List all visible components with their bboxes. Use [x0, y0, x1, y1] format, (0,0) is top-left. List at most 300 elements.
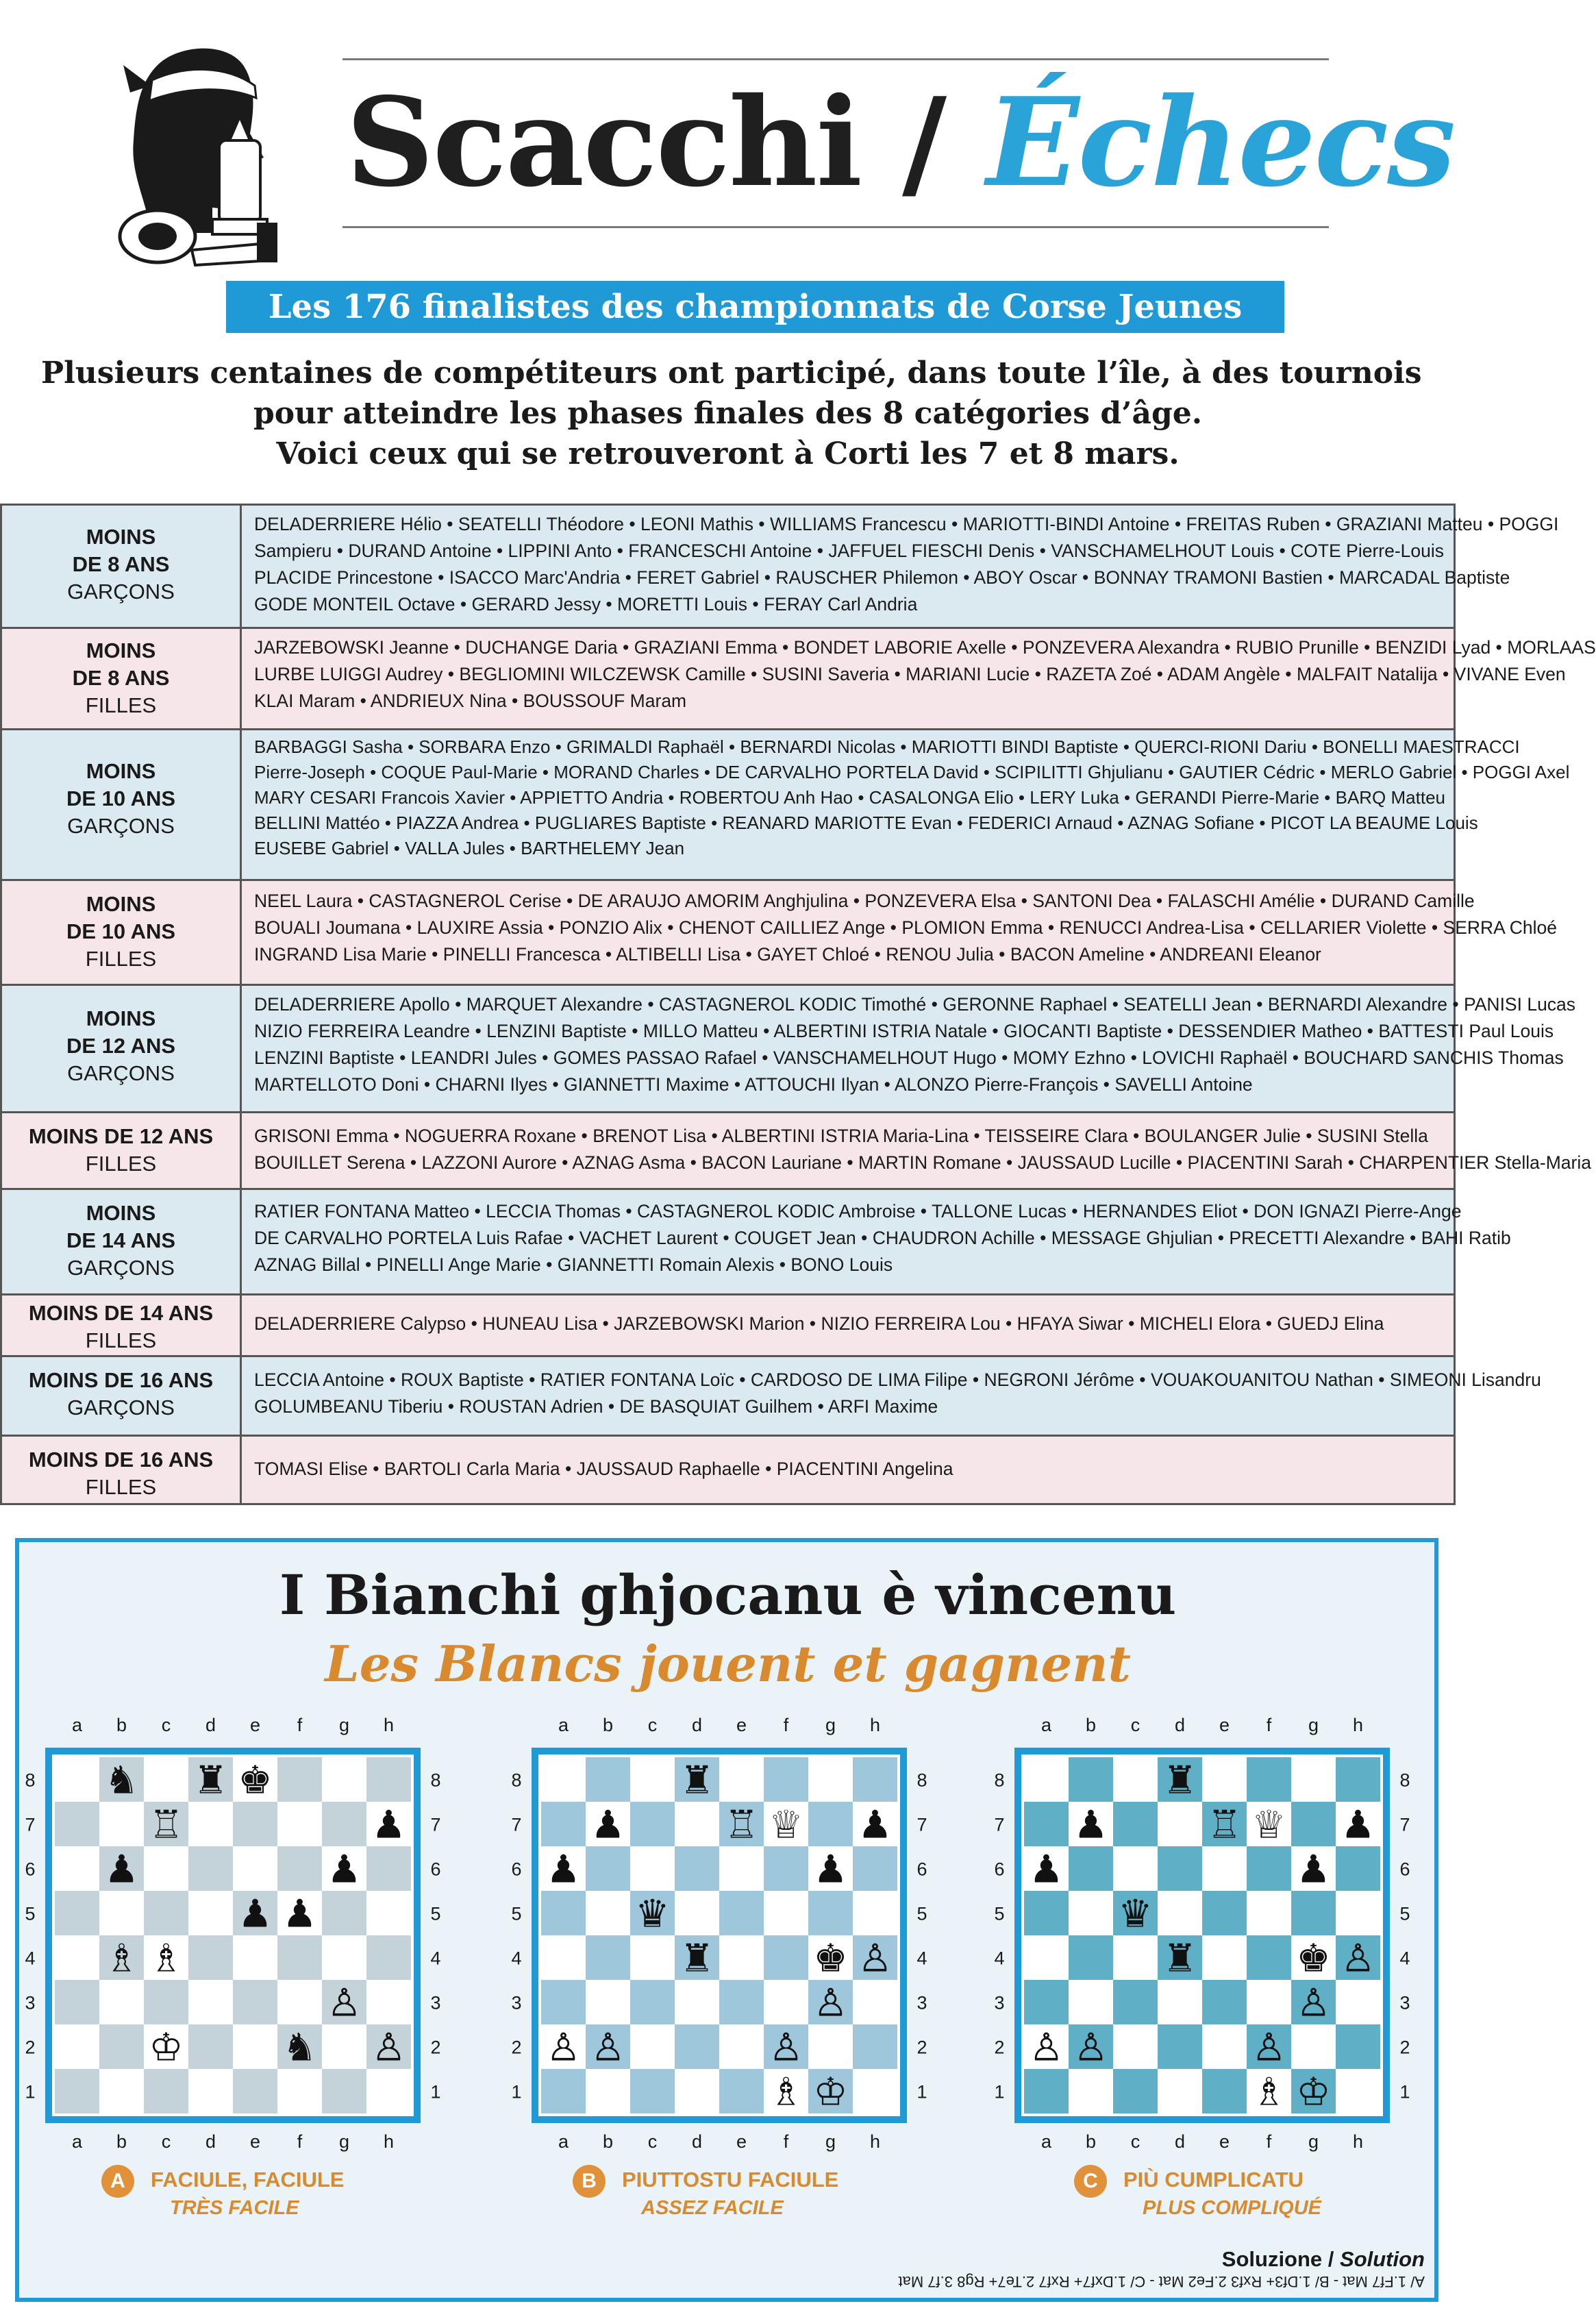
square-d3	[1158, 1980, 1202, 2024]
title-french: Échecs	[986, 71, 1455, 214]
square-c2	[1113, 2024, 1158, 2069]
square-d1	[675, 2069, 719, 2113]
rank-label: 2	[1399, 2037, 1410, 2058]
square-f5	[764, 1891, 808, 1935]
square-h4	[366, 1935, 411, 1980]
difficulty-corsican: PIUTTOSTU FACIULE	[622, 2168, 839, 2192]
player-line: BOUILLET Serena • LAZZONI Aurore • AZNAG Asma • BACON Lauriane • MARTIN Romane • JAUSSAUD Lucille • PIACENTINI Sarah • CHARPENTIER Stella-Maria	[254, 1152, 1591, 1173]
square-f3	[764, 1980, 808, 2024]
square-h3	[853, 1980, 897, 2024]
rank-label: 3	[994, 1992, 1005, 2013]
square-f6	[1247, 1846, 1291, 1891]
file-label: h	[869, 1715, 881, 1735]
square-d5	[1158, 1891, 1202, 1935]
white-king-icon: ♔	[813, 2070, 848, 2115]
square-b1	[99, 2069, 144, 2113]
square-h1	[1336, 2069, 1380, 2113]
white-queen-icon: ♕	[769, 1802, 803, 1848]
square-h6	[366, 1846, 411, 1891]
square-f4	[764, 1935, 808, 1980]
player-line: GRISONI Emma • NOGUERRA Roxane • BRENOT Lisa • ALBERTINI ISTRIA Maria-Lina • TEISSEIRE Clara • BOULANGER Julie • SUSINI Stella	[254, 1126, 1428, 1146]
file-label: b	[116, 1715, 127, 1735]
difficulty-french: ASSEZ FACILE	[641, 2197, 784, 2219]
chess-board-c	[986, 1709, 1411, 2161]
player-line: MARTELLOTO Doni • CHARNI Ilyes • GIANNETTI Maxime • ATTOUCHI Ilyan • ALONZO Pierre-François • SAVELLI Antoine	[254, 1074, 1253, 1095]
file-label: a	[1040, 2131, 1052, 2152]
white-king-icon: ♔	[149, 2025, 184, 2070]
square-a6	[55, 1846, 99, 1891]
black-pawn-icon: ♟	[371, 1802, 406, 1848]
black-pawn-icon: ♟	[282, 1892, 317, 1937]
file-label: e	[736, 2131, 747, 2152]
category-row	[1, 880, 1455, 985]
square-e3	[233, 1980, 277, 2024]
white-pawn-icon: ♙	[1073, 2025, 1108, 2070]
square-h5	[853, 1891, 897, 1935]
rank-label: 4	[994, 1948, 1005, 1969]
rank-label: 5	[511, 1903, 522, 1924]
square-h8	[1336, 1757, 1380, 1802]
category-row	[1, 505, 1455, 628]
square-g5	[322, 1891, 366, 1935]
file-label: b	[602, 2131, 614, 2152]
square-b3	[586, 1980, 630, 2024]
rank-label: 4	[511, 1948, 522, 1969]
white-pawn-icon: ♙	[546, 2025, 581, 2070]
square-d6	[675, 1846, 719, 1891]
black-knight-icon: ♞	[104, 1758, 139, 1803]
square-a8	[541, 1757, 586, 1802]
category-row	[1, 1356, 1455, 1436]
square-a1	[1024, 2069, 1069, 2113]
square-b6	[586, 1846, 630, 1891]
player-line: NIZIO FERREIRA Leandre • LENZINI Baptiste • MILLO Matteu • ALBERTINI ISTRIA Natale • GIOCANTI Baptiste • DESSENDIER Matheo • BATTESTI Paul Louis	[254, 1021, 1554, 1041]
square-b3	[1069, 1980, 1113, 2024]
player-line: TOMASI Elise • BARTOLI Carla Maria • JAUSSAUD Raphaelle • PIACENTINI Angelina	[254, 1459, 953, 1479]
square-g5	[1291, 1891, 1336, 1935]
square-e2	[1202, 2024, 1247, 2069]
square-a5	[541, 1891, 586, 1935]
square-h3	[366, 1980, 411, 2024]
category-label: MOINS DE 12 ANS FILLES	[1, 1113, 241, 1189]
square-b1	[1069, 2069, 1113, 2113]
rank-label: 6	[430, 1859, 441, 1880]
rank-label: 5	[25, 1903, 36, 1924]
square-d3	[675, 1980, 719, 2024]
player-line: KLAI Maram • ANDRIEUX Nina • BOUSSOUF Maram	[254, 691, 687, 711]
black-pawn-icon: ♟	[327, 1847, 362, 1892]
square-e8	[1202, 1757, 1247, 1802]
square-d5	[188, 1891, 233, 1935]
square-a2	[55, 2024, 99, 2069]
page-title	[346, 71, 1455, 214]
square-a7	[55, 1802, 99, 1846]
square-d3	[188, 1980, 233, 2024]
category-label: MOINS DE 16 ANS FILLES	[1, 1436, 241, 1504]
black-king-icon: ♚	[238, 1758, 273, 1803]
difficulty-label-b	[540, 2165, 964, 2230]
square-a5	[1024, 1891, 1069, 1935]
square-e2	[719, 2024, 764, 2069]
square-a5	[55, 1891, 99, 1935]
file-label: f	[1266, 1715, 1272, 1735]
white-queen-icon: ♕	[1251, 1802, 1286, 1848]
file-label: h	[1352, 2131, 1364, 2152]
player-line: DELADERRIERE Calypso • HUNEAU Lisa • JARZEBOWSKI Marion • NIZIO FERREIRA Lou • HFAYA Siwar • MICHELI Elora • GUEDJ Elina	[254, 1313, 1384, 1334]
square-g7	[322, 1802, 366, 1846]
black-rook-icon: ♜	[679, 1936, 714, 1981]
square-h2	[853, 2024, 897, 2069]
player-line: GODE MONTEIL Octave • GERARD Jessy • MORETTI Louis • FERAY Carl Andria	[254, 594, 918, 615]
rank-label: 4	[25, 1948, 36, 1969]
square-c2	[630, 2024, 675, 2069]
square-a3	[1024, 1980, 1069, 2024]
white-pawn-icon: ♙	[813, 1981, 848, 2026]
white-pawn-icon: ♙	[1029, 2025, 1064, 2070]
file-label: c	[1130, 2131, 1140, 2152]
rank-label: 1	[511, 2081, 522, 2103]
square-h8	[366, 1757, 411, 1802]
file-label: d	[205, 1715, 216, 1735]
white-rook-icon: ♖	[149, 1802, 184, 1848]
square-f7	[277, 1802, 322, 1846]
square-h8	[853, 1757, 897, 1802]
black-pawn-icon: ♟	[1341, 1802, 1375, 1848]
square-a3	[55, 1980, 99, 2024]
player-line: BARBAGGI Sasha • SORBARA Enzo • GRIMALDI Raphaël • BERNARDI Nicolas • MARIOTTI BINDI Baptiste • QUERCI-RIONI Dariu • BONELLI MAESTRACCI	[254, 736, 1520, 757]
square-a4	[541, 1935, 586, 1980]
rank-label: 6	[511, 1859, 522, 1880]
difficulty-badge: A	[101, 2165, 134, 2198]
category-label: MOINS DE 8 ANS FILLES	[1, 628, 241, 730]
square-a8	[55, 1757, 99, 1802]
square-f6	[277, 1846, 322, 1891]
puzzle-subtitle: Les Blancs jouent et gagnent	[325, 1635, 1131, 1693]
square-d7	[675, 1802, 719, 1846]
file-label: e	[1219, 2131, 1230, 2152]
black-knight-icon: ♞	[282, 2025, 317, 2070]
player-list	[241, 1113, 1591, 1189]
square-c4	[630, 1935, 675, 1980]
square-g7	[808, 1802, 853, 1846]
rank-label: 1	[917, 2081, 927, 2103]
square-g8	[808, 1757, 853, 1802]
player-line: BELLINI Mattéo • PIAZZA Andrea • PUGLIARES Baptiste • REANARD MARIOTTE Evan • FEDERICI Arnaud • AZNAG Sofiane • PICOT LA BEAUME Louis	[254, 813, 1478, 833]
file-label: f	[783, 2131, 789, 2152]
player-line: INGRAND Lisa Marie • PINELLI Francesca • ALTIBELLI Lisa • GAYET Chloé • RENOU Julia • BACON Ameline • ANDREANI Eleanor	[254, 944, 1321, 965]
rank-label: 6	[994, 1859, 1005, 1880]
rank-label: 8	[1399, 1770, 1410, 1791]
square-e6	[1202, 1846, 1247, 1891]
white-pawn-icon: ♙	[769, 2025, 803, 2070]
square-e4	[1202, 1935, 1247, 1980]
black-pawn-icon: ♟	[1029, 1847, 1064, 1892]
file-label: g	[825, 1715, 836, 1735]
rank-label: 7	[25, 1814, 36, 1835]
square-e2	[233, 2024, 277, 2069]
rank-label: 7	[917, 1814, 927, 1835]
black-rook-icon: ♜	[1162, 1758, 1197, 1803]
white-pawn-icon: ♙	[327, 1981, 362, 2026]
difficulty-french: TRÈS FACILE	[170, 2197, 299, 2219]
square-b8	[1069, 1757, 1113, 1802]
square-g1	[322, 2069, 366, 2113]
white-bishop-icon: ♗	[104, 1936, 139, 1981]
player-list	[241, 880, 1557, 985]
white-pawn-icon: ♙	[1341, 1936, 1375, 1981]
difficulty-badge: C	[1074, 2165, 1107, 2198]
rank-label: 7	[511, 1814, 522, 1835]
square-e1	[233, 2069, 277, 2113]
file-label: h	[869, 2131, 881, 2152]
rank-label: 5	[430, 1903, 441, 1924]
square-c6	[630, 1846, 675, 1891]
file-label: b	[116, 2131, 127, 2152]
rank-label: 7	[994, 1814, 1005, 1835]
square-d2	[675, 2024, 719, 2069]
category-label: MOINS DE 14 ANS GARÇONS	[1, 1189, 241, 1295]
rank-label: 8	[430, 1770, 441, 1791]
square-g7	[1291, 1802, 1336, 1846]
square-b4	[1069, 1935, 1113, 1980]
square-h6	[1336, 1846, 1380, 1891]
square-e4	[719, 1935, 764, 1980]
square-f8	[764, 1757, 808, 1802]
rank-label: 3	[511, 1992, 522, 2013]
file-label: g	[1308, 1715, 1319, 1735]
category-row	[1, 1189, 1455, 1295]
square-c3	[144, 1980, 188, 2024]
black-pawn-icon: ♟	[238, 1892, 273, 1937]
square-d7	[188, 1802, 233, 1846]
rank-label: 1	[430, 2081, 441, 2103]
category-label: MOINS DE 8 ANS GARÇONS	[1, 505, 241, 628]
rank-label: 6	[917, 1859, 927, 1880]
black-king-icon: ♚	[1296, 1936, 1331, 1981]
square-b6	[1069, 1846, 1113, 1891]
square-c7	[1113, 1802, 1158, 1846]
file-label: c	[161, 2131, 171, 2152]
file-label: h	[383, 2131, 395, 2152]
title-rule-bottom	[342, 226, 1329, 228]
square-d2	[1158, 2024, 1202, 2069]
file-label: a	[71, 2131, 83, 2152]
player-line: LURBE LUIGGI Audrey • BEGLIOMINI WILCZEWSK Camille • SUSINI Saveria • MARIANI Lucie • RAZETA Zoé • ADAM Angèle • MALFAIT Natalija • VIVANE Even	[254, 664, 1566, 684]
black-rook-icon: ♜	[193, 1758, 228, 1803]
file-label: f	[297, 2131, 303, 2152]
square-h6	[853, 1846, 897, 1891]
player-line: LENZINI Baptiste • LEANDRI Jules • GOMES PASSAO Rafael • VANSCHAMELHOUT Hugo • MOMY Ezhno • LOVICHI Raphaël • BOUCHARD SANCHIS Thomas	[254, 1047, 1564, 1068]
square-a3	[541, 1980, 586, 2024]
square-b1	[586, 2069, 630, 2113]
player-line: Pierre-Joseph • COQUE Paul-Marie • MORAND Charles • DE CARVALHO PORTELA David • SCIPILITTI Ghjulianu • GAUTIER Cédric • MERLO Gabriel • POGGI Axel	[254, 762, 1570, 782]
player-list	[241, 985, 1576, 1113]
square-f1	[277, 2069, 322, 2113]
white-rook-icon: ♖	[724, 1802, 759, 1848]
player-line: GOLUMBEANU Tiberiu • ROUSTAN Adrien • DE BASQUIAT Guilhem • ARFI Maxime	[254, 1396, 938, 1417]
category-label: MOINS DE 10 ANS FILLES	[1, 880, 241, 985]
square-g2	[322, 2024, 366, 2069]
player-line: DE CARVALHO PORTELA Luis Rafae • VACHET Laurent • COUGET Jean • CHAUDRON Achille • MESSAGE Ghjulian • PRECETTI Alexandre • BAHI Ratib	[254, 1228, 1511, 1248]
category-row	[1, 985, 1455, 1113]
rank-label: 7	[1399, 1814, 1410, 1835]
square-b4	[586, 1935, 630, 1980]
title-italian: Scacchi /	[346, 71, 987, 214]
player-line: AZNAG Billal • PINELLI Ange Marie • GIANNETTI Romain Alexis • BONO Louis	[254, 1254, 893, 1275]
solution-title: Soluzione / Solution	[1221, 2247, 1425, 2271]
square-b3	[99, 1980, 144, 2024]
player-line: PLACIDE Princestone • ISACCO Marc'Andria • FERET Gabriel • RAUSCHER Philemon • ABOY Oscar • BONNAY TRAMONI Bastien • MARCADAL Baptiste	[254, 567, 1510, 588]
category-row	[1, 1295, 1455, 1356]
player-list	[241, 1189, 1511, 1295]
white-king-icon: ♔	[1296, 2070, 1331, 2115]
category-row	[1, 1113, 1455, 1189]
rank-label: 3	[917, 1992, 927, 2013]
rank-label: 3	[430, 1992, 441, 2013]
file-label: f	[1266, 2131, 1272, 2152]
player-line: MARY CESARI Francois Xavier • APPIETTO Andria • ROBERTOU Anh Hao • CASALONGA Elio • LERY Luka • GERANDI Pierre-Marie • BARQ Matteu	[254, 787, 1445, 808]
square-d1	[1158, 2069, 1202, 2113]
square-c3	[630, 1980, 675, 2024]
rank-label: 5	[917, 1903, 927, 1924]
file-label: c	[647, 2131, 658, 2152]
square-b5	[99, 1891, 144, 1935]
file-label: b	[1085, 2131, 1097, 2152]
square-c8	[144, 1757, 188, 1802]
file-label: e	[736, 1715, 747, 1735]
square-c8	[1113, 1757, 1158, 1802]
puzzle-title: I Bianchi ghjocanu è vincenu	[279, 1563, 1177, 1627]
square-b5	[586, 1891, 630, 1935]
square-b7	[99, 1802, 144, 1846]
square-c7	[630, 1802, 675, 1846]
black-pawn-icon: ♟	[1073, 1802, 1108, 1848]
rank-label: 5	[994, 1903, 1005, 1924]
square-c1	[630, 2069, 675, 2113]
intro-line: pour atteindre les phases finales des 8 catégories d’âge.	[253, 396, 1203, 431]
file-label: a	[1040, 1715, 1052, 1735]
square-f8	[1247, 1757, 1291, 1802]
black-pawn-icon: ♟	[546, 1847, 581, 1892]
file-label: b	[1085, 1715, 1097, 1735]
square-h2	[1336, 2024, 1380, 2069]
rank-label: 1	[25, 2081, 36, 2103]
rank-label: 2	[25, 2037, 36, 2058]
difficulty-label-a	[68, 2165, 493, 2230]
square-h3	[1336, 1980, 1380, 2024]
file-label: c	[161, 1715, 171, 1735]
difficulty-corsican: FACIULE, FACIULE	[151, 2168, 345, 2192]
square-h5	[1336, 1891, 1380, 1935]
square-g8	[322, 1757, 366, 1802]
file-label: d	[691, 1715, 703, 1735]
category-label: MOINS DE 16 ANS GARÇONS	[1, 1356, 241, 1436]
file-label: g	[338, 1715, 350, 1735]
square-h5	[366, 1891, 411, 1935]
chess-board-b	[503, 1709, 928, 2161]
file-label: a	[71, 1715, 83, 1735]
square-a4	[1024, 1935, 1069, 1980]
player-line: JARZEBOWSKI Jeanne • DUCHANGE Daria • GRAZIANI Emma • BONDET LABORIE Axelle • PONZEVERA Alexandra • RUBIO Prunille • BENZIDI Lyad • MORLAAS	[254, 637, 1596, 658]
square-e5	[719, 1891, 764, 1935]
square-g2	[808, 2024, 853, 2069]
square-g8	[1291, 1757, 1336, 1802]
player-list	[241, 1356, 1541, 1436]
file-label: c	[647, 1715, 658, 1735]
black-pawn-icon: ♟	[813, 1847, 848, 1892]
rank-label: 4	[430, 1948, 441, 1969]
square-e6	[719, 1846, 764, 1891]
rank-label: 6	[1399, 1859, 1410, 1880]
rank-label: 1	[1399, 2081, 1410, 2103]
player-list	[241, 628, 1596, 730]
player-list	[241, 1436, 1455, 1504]
square-g2	[1291, 2024, 1336, 2069]
file-label: f	[297, 1715, 303, 1735]
white-bishop-icon: ♗	[769, 2070, 803, 2115]
black-queen-icon: ♛	[635, 1892, 670, 1937]
square-b5	[1069, 1891, 1113, 1935]
square-a1	[541, 2069, 586, 2113]
square-c6	[1113, 1846, 1158, 1891]
rank-label: 7	[430, 1814, 441, 1835]
file-label: b	[602, 1715, 614, 1735]
corsican-head-logo	[110, 38, 291, 267]
difficulty-badge: B	[573, 2165, 606, 2198]
file-label: d	[1174, 1715, 1186, 1735]
square-d5	[675, 1891, 719, 1935]
square-e1	[1202, 2069, 1247, 2113]
square-f3	[1247, 1980, 1291, 2024]
white-pawn-icon: ♙	[858, 1936, 893, 1981]
rank-label: 6	[25, 1859, 36, 1880]
square-c1	[1113, 2069, 1158, 2113]
white-pawn-icon: ♙	[1251, 2025, 1286, 2070]
file-label: g	[338, 2131, 350, 2152]
square-c8	[630, 1757, 675, 1802]
white-pawn-icon: ♙	[1296, 1981, 1331, 2026]
square-d6	[188, 1846, 233, 1891]
rank-label: 3	[1399, 1992, 1410, 2013]
black-pawn-icon: ♟	[1296, 1847, 1331, 1892]
white-rook-icon: ♖	[1207, 1802, 1242, 1848]
square-e4	[233, 1935, 277, 1980]
file-label: e	[1219, 1715, 1230, 1735]
finalists-table	[0, 504, 1596, 1505]
white-bishop-icon: ♗	[149, 1936, 184, 1981]
difficulty-french: PLUS COMPLIQUÉ	[1143, 2197, 1322, 2219]
square-d7	[1158, 1802, 1202, 1846]
square-b2	[99, 2024, 144, 2069]
square-g5	[808, 1891, 853, 1935]
category-label: MOINS DE 10 ANS GARÇONS	[1, 730, 241, 880]
square-f5	[1247, 1891, 1291, 1935]
square-e8	[719, 1757, 764, 1802]
rank-label: 4	[1399, 1948, 1410, 1969]
file-label: h	[383, 1715, 395, 1735]
player-list	[241, 730, 1570, 880]
square-e3	[719, 1980, 764, 2024]
square-c1	[144, 2069, 188, 2113]
square-h1	[853, 2069, 897, 2113]
player-line: DELADERRIERE Hélio • SEATELLI Théodore • LEONI Mathis • WILLIAMS Francescu • MARIOTTI-BINDI Antoine • FREITAS Ruben • GRAZIANI Matteu • POGGI	[254, 514, 1559, 534]
square-e3	[1202, 1980, 1247, 2024]
rank-label: 3	[25, 1992, 36, 2013]
square-a8	[1024, 1757, 1069, 1802]
player-list	[241, 505, 1559, 628]
title-rule-top	[342, 58, 1329, 60]
rank-label: 5	[1399, 1903, 1410, 1924]
